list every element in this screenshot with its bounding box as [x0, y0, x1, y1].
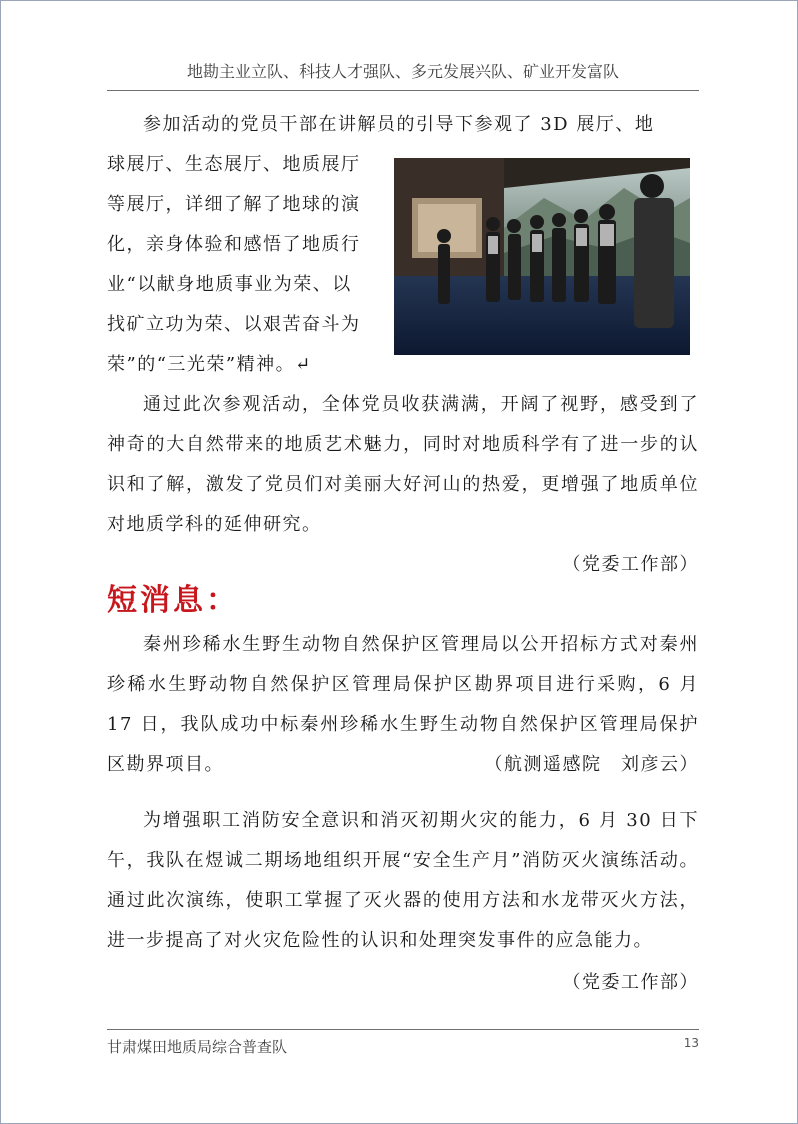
- running-header: 地勘主业立队、科技人才强队、多元发展兴队、矿业开发富队: [107, 59, 699, 91]
- paragraph-1-line-3: 等展厅，详细了解了地球的演: [107, 194, 361, 215]
- paragraph-1-line-2: 球展厅、生态展厅、地质展厅: [107, 154, 361, 175]
- paragraph-1-line-6: 找矿立功为荣、以艰苦奋斗为: [107, 314, 361, 335]
- section-title-short-news: 短消息：: [107, 583, 239, 618]
- page-footer: [107, 1029, 699, 1057]
- footer-organization: 甘肃煤田地质局综合普查队: [107, 1038, 288, 1056]
- news-item-2-source: （党委工作部）: [562, 972, 699, 993]
- news-item-1: 秦州珍稀水生野生动物自然保护区管理局以公开招标方式对秦州珍稀水生野动物自然保护区管理局保护区勘界项目进行采购，6 月 17 日，我队成功中标秦州珍稀水生野生动物自然保护区管理局保护区勘界项目。: [107, 634, 699, 775]
- paragraph-1-first-line: 参加活动的党员干部在讲解员的引导下参观了 3D 展厅、地: [143, 114, 655, 135]
- exhibition-photo-illustration: [394, 158, 690, 355]
- page-number: 13: [683, 1036, 699, 1050]
- paragraph-2-source: （党委工作部）: [562, 554, 699, 575]
- news-item-1-source: （航测遥感院 刘彦云）: [484, 754, 699, 775]
- paragraph-1-line-7: 荣”的“三光荣”精神。↵: [107, 354, 312, 375]
- paragraph-2: 通过此次参观活动，全体党员收获满满，开阔了视野，感受到了神奇的大自然带来的地质艺术魅力，同时对地质科学有了进一步的认识和了解，激发了党员们对美丽大好河山的热爱，更增强了地质单位对地质学科的延伸研究。: [107, 394, 699, 535]
- news-item-2: 为增强职工消防安全意识和消灭初期火灾的能力，6 月 30 日下午，我队在煜诚二期场地组织开展“安全生产月”消防灭火演练活动。通过此次演练，使职工掌握了灭火器的使用方法和水龙带灭火方法，进一步提高了对火灾危险性的认识和处理突发事件的应急能力。: [107, 810, 699, 951]
- paragraph-1-line-4: 化，亲身体验和感悟了地质行: [107, 234, 361, 255]
- exhibition-hall-photo: [394, 158, 690, 355]
- paragraph-1-line-5: 业“以献身地质事业为荣、以: [107, 274, 352, 295]
